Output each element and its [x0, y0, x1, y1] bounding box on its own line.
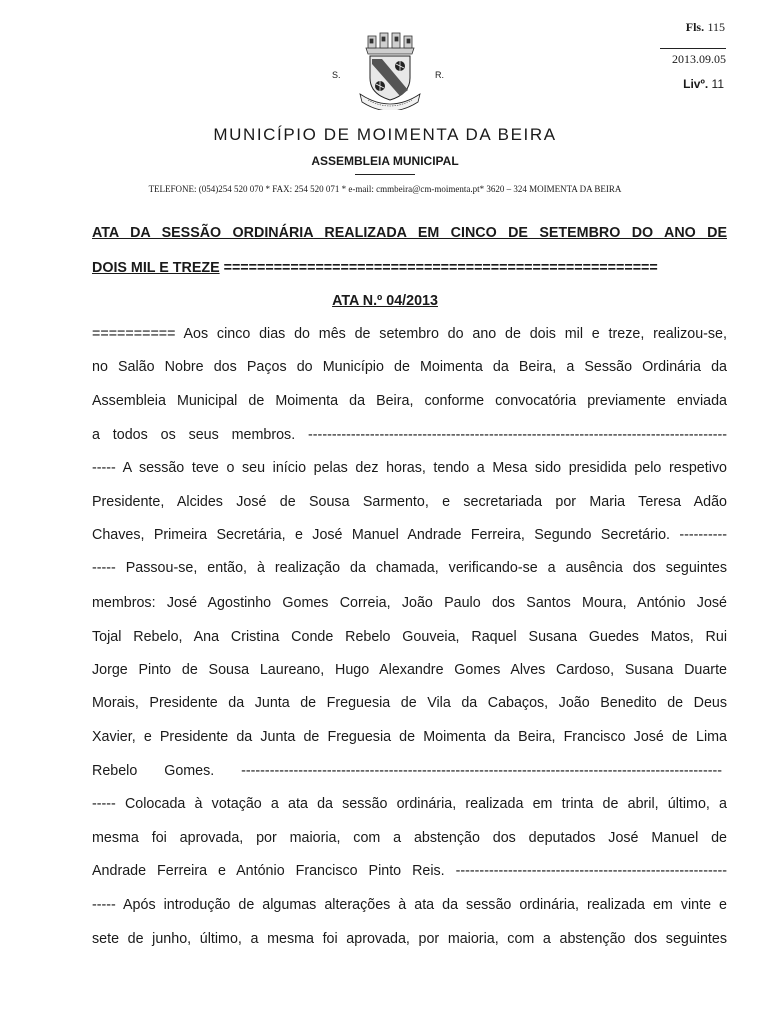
page-title: MUNICÍPIO DE MOIMENTA DA BEIRA [213, 125, 557, 144]
crown-icon [366, 33, 414, 54]
body-line: Chaves, Primeira Secretária, e José Manuel Andrade Ferreira, Segundo Secretário. ---------- [92, 527, 727, 543]
document-date: 2013.09.05 [672, 52, 726, 66]
folio-divider [660, 48, 726, 49]
body-line: Rebelo Gomes. ----------------------------------------------------------------------------------------------------- [92, 763, 722, 779]
contact-details: TELEFONE: (054)254 520 070 * FAX: 254 520 071 * e-mail: cmmbeira@cm-moimenta.pt* 3620 – 324 MOIMENTA DA BEIRA [148, 184, 622, 194]
body-line: mesma foi aprovada, por maioria, com a abstenção dos deputados José Manuel de [92, 830, 727, 846]
body-line: Xavier, e Presidente da Junta de Freguesia de Moimenta da Beira, Francisco José de Lima [92, 729, 727, 745]
body-line: ----- Passou-se, então, à realização da chamada, verificando-se a ausência dos seguintes [92, 560, 727, 576]
body-line: Morais, Presidente da Junta de Freguesia de Vila da Cabaços, João Benedito de Deus [92, 695, 727, 711]
body-line: Jorge Pinto de Sousa Laureano, Hugo Alexandre Gomes Alves Cardoso, Susana Duarte [92, 662, 727, 678]
folio-number: 115 [707, 20, 725, 34]
minutes-heading-line-2 [92, 259, 727, 277]
body-line: a todos os seus membros. ---------------------------------------------------------------------------------------- [92, 427, 727, 443]
body-line: no Salão Nobre dos Paços do Município de Moimenta da Beira, a Sessão Ordinária da [92, 359, 727, 375]
crest-left-letter: S. [332, 70, 341, 80]
body-line: membros: José Agostinho Gomes Correia, João Paulo dos Santos Moura, António José [92, 595, 727, 611]
body-line: Assembleia Municipal de Moimenta da Beira, conforme convocatória previamente enviada [92, 393, 727, 409]
crest-right-letter: R. [435, 70, 444, 80]
body-line: ========== Aos cinco dias do mês de setembro do ano de dois mil e treze, realizou-se, [92, 326, 727, 342]
body-line: Tojal Rebelo, Ana Cristina Conde Rebelo Gouveia, Raquel Susana Guedes Matos, Rui [92, 629, 727, 645]
folio-label-text: Fls. [685, 20, 705, 34]
minutes-heading-line-1: ATA DA SESSÃO ORDINÁRIA REALIZADA EM CINCO DE SETEMBRO DO ANO DE [92, 225, 727, 241]
body-line: Presidente, Alcides José de Sousa Sarmento, e secretariada por Maria Teresa Adão [92, 494, 727, 510]
minutes-heading-year: DOIS MIL E TREZE [92, 260, 220, 276]
subtitle-underline [355, 174, 415, 175]
folio-label [686, 20, 725, 35]
minutes-heading-fill: ==================================================== [219, 260, 658, 276]
minutes-number: ATA N.º 04/2013 [332, 293, 438, 309]
body-line: ----- Após introdução de algumas alterações à ata da sessão ordinária, realizada em vinte e [92, 897, 727, 913]
livro-label [683, 77, 724, 91]
shield-icon [370, 56, 410, 100]
body-line: sete de junho, último, a mesma foi aprovada, por maioria, com a abstenção dos seguintes [92, 931, 727, 947]
page-subtitle: ASSEMBLEIA MUNICIPAL [311, 154, 459, 168]
livro-label-text: Livº. [683, 77, 709, 91]
livro-number: 11 [711, 77, 724, 91]
body-line: Andrade Ferreira e António Francisco Pinto Reis. --------------------------------------------------------- [92, 863, 727, 879]
body-line: ----- A sessão teve o seu início pelas dez horas, tendo a Mesa sido presidida pelo respetivo [92, 460, 727, 476]
body-line: ----- Colocada à votação a ata da sessão ordinária, realizada em trinta de abril, último, a [92, 796, 727, 812]
municipal-coat-of-arms-icon [356, 28, 424, 110]
